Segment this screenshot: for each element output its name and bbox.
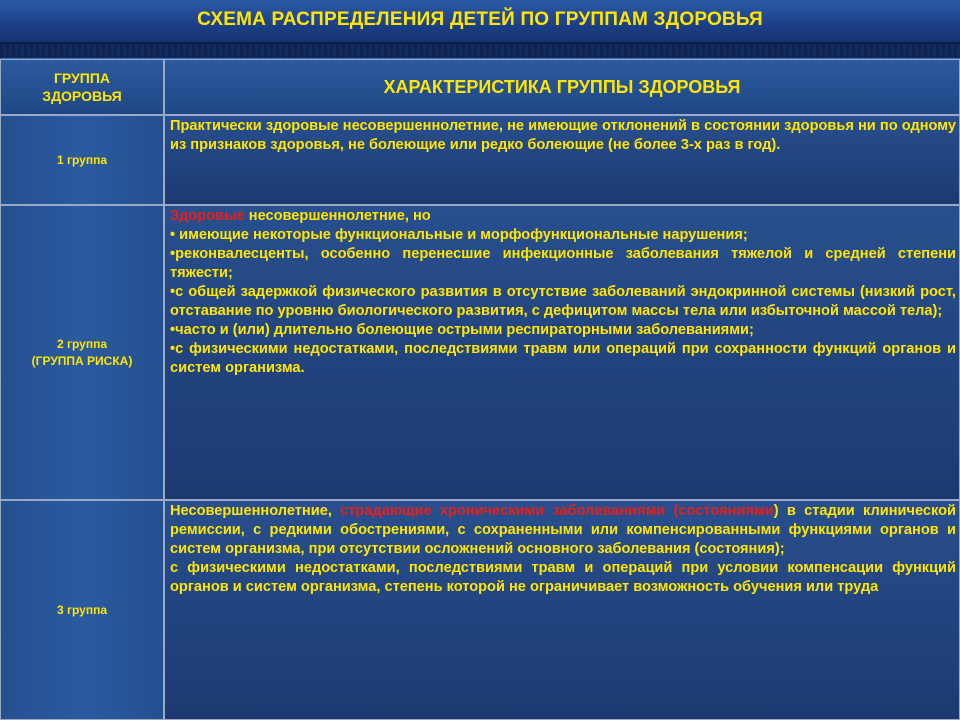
health-groups-table [0, 59, 960, 720]
group-2-description [164, 205, 960, 500]
group-2-intro [170, 207, 956, 226]
group-3-p1-rest: ) в стадии клинической ремиссии, с редкими обострениями, с сохраненными или компенсированными функциями органов и систем организма, при отсутствии осложнений основного заболевания (состояния); [170, 503, 956, 557]
group-1-description [164, 115, 960, 205]
header-group-column: ГРУППА ЗДОРОВЬЯ [0, 59, 164, 115]
decorative-stripe [0, 44, 960, 59]
group-2-cell [0, 205, 164, 500]
group-1-cell [0, 115, 164, 205]
group-3-p1-highlight: страдающие хроническими заболеваниями (состояниями [340, 503, 774, 519]
group-2-sublabel: (ГРУППА РИСКА) [31, 353, 133, 368]
page-title: СХЕМА РАСПРЕДЕЛЕНИЯ ДЕТЕЙ ПО ГРУППАМ ЗДОРОВЬЯ [197, 9, 763, 30]
group-1-text: Практически здоровые несовершеннолетние, не имеющие отклонений в состоянии здоровья ни по одному из признаков здоровья, не болеющие или редко болеющие (не более 3-х раз в год). [170, 118, 956, 153]
group-3-paragraph-1 [170, 502, 956, 559]
group-3-p1-start: Несовершеннолетние, [170, 503, 341, 519]
group-3-label: 3 группа [56, 602, 108, 617]
group-1-label: 1 группа [56, 152, 108, 167]
group-2-bullet-2: •реконвалесценты, особенно перенесшие инфекционные заболевания тяжелой и средней степени тяжести; [170, 246, 956, 281]
group-2-bullet-1: • имеющие некоторые функциональные и морфофункциональные нарушения; [170, 227, 748, 243]
title-bar [0, 0, 960, 44]
group-3-paragraph-2: с физическими недостатками, последствиями травм и операций при условии компенсации функций органов и систем организма, степень которой не ограничивает возможность обучения или труда [170, 560, 956, 595]
group-2-intro-highlight: Здоровые [170, 208, 245, 224]
group-2-bullet-4: •часто и (или) длительно болеющие острыми респираторными заболеваниями; [170, 322, 754, 338]
group-2-bullet-5: •с физическими недостатками, последствиями травм или операций при сохранности функций органов и систем организма. [170, 341, 956, 376]
group-2-intro-rest: несовершеннолетние, но [244, 208, 431, 224]
group-2-label: 2 группа [56, 336, 107, 351]
group-3-cell [0, 500, 164, 720]
header-description-column: ХАРАКТЕРИСТИКА ГРУППЫ ЗДОРОВЬЯ [164, 59, 960, 115]
group-3-description [164, 500, 960, 720]
group-2-bullet-3: •с общей задержкой физического развития в отсутствие заболеваний эндокринной системы (низкий рост, отставание по уровню биологического развития, с дефицитом массы тела или избыточной массой тела); [170, 284, 956, 319]
